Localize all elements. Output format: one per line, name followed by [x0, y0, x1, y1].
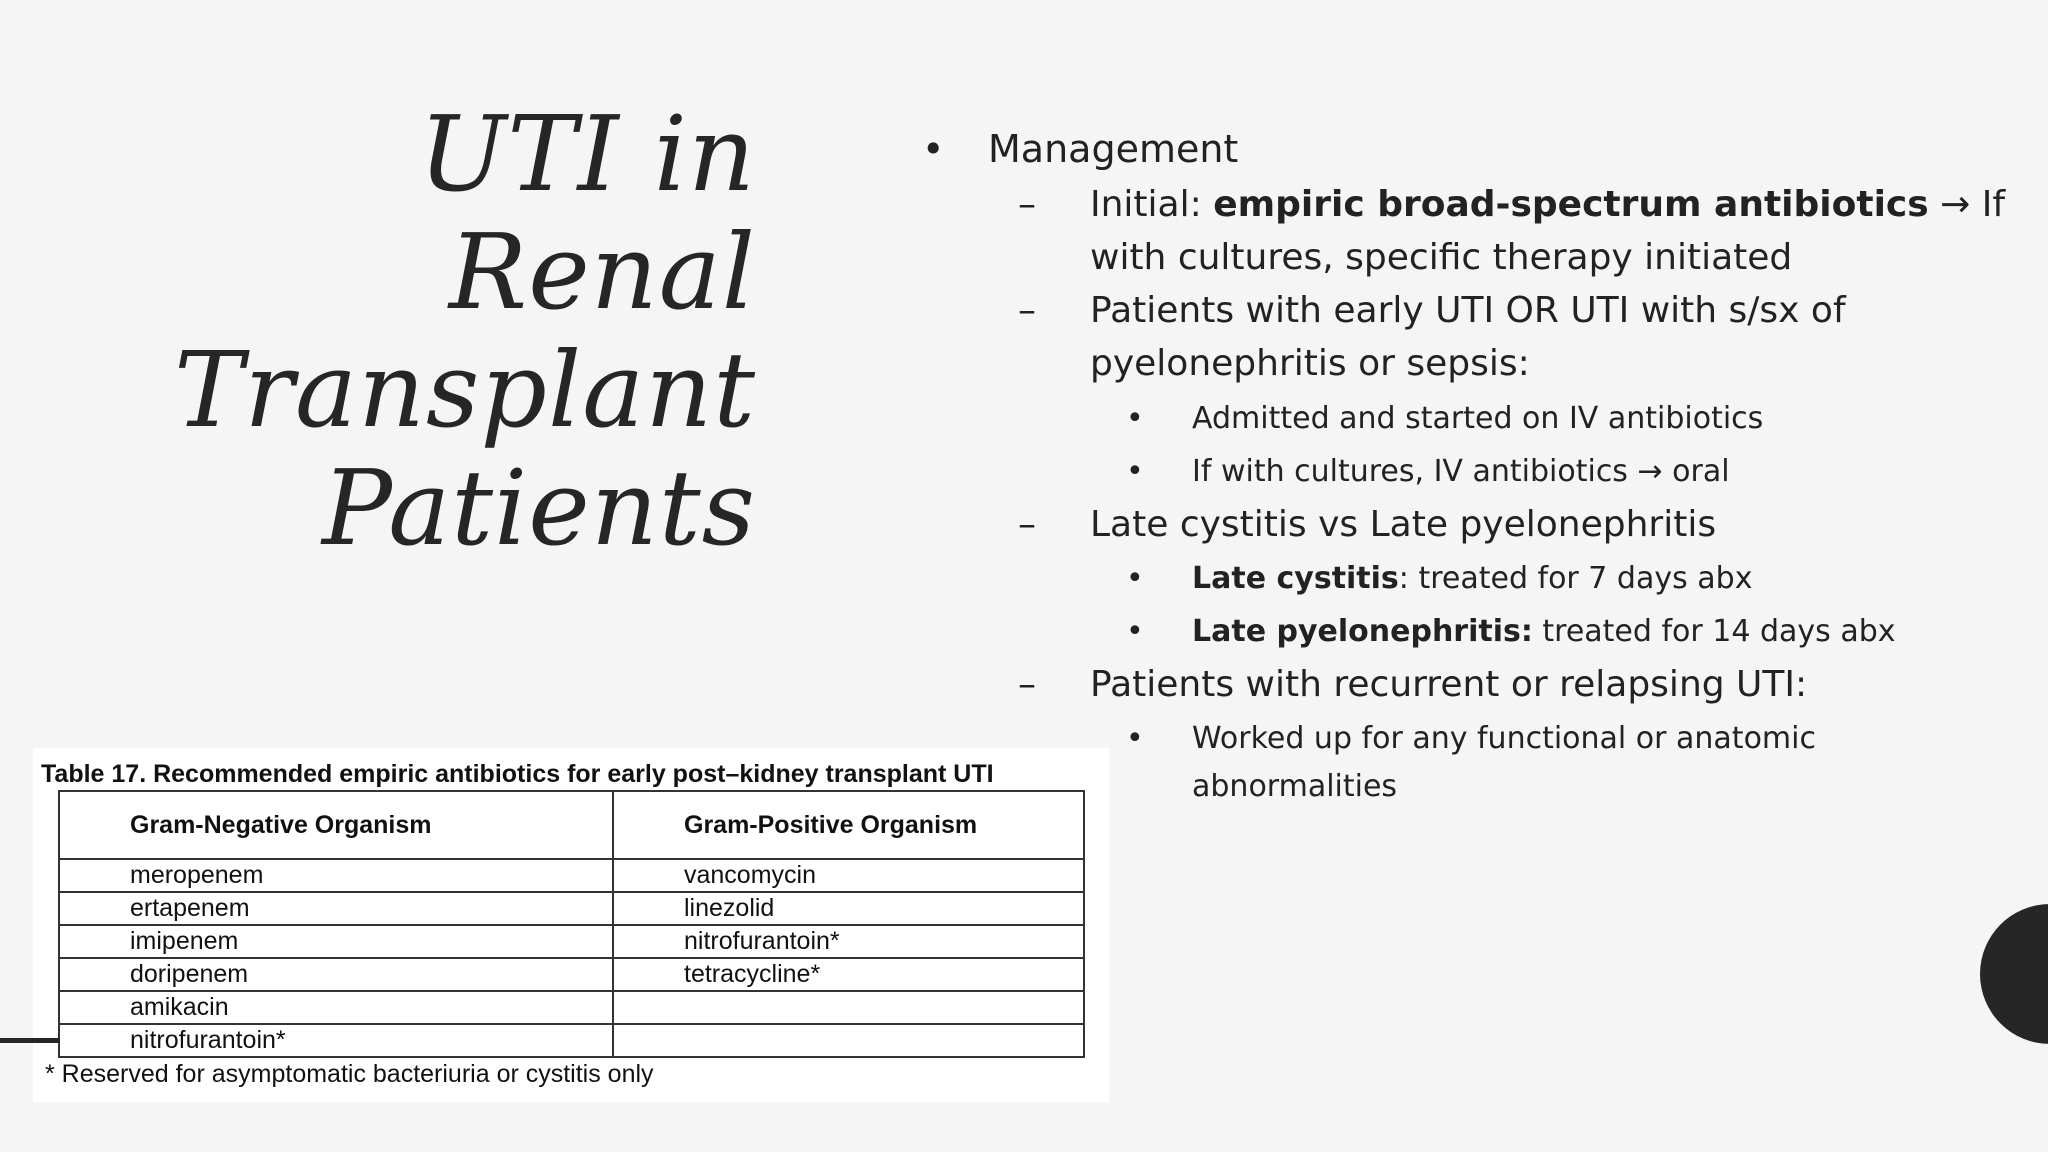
late-cystitis-bold: Late cystitis: [1192, 561, 1399, 596]
bullet-late-cystitis: [1192, 555, 1752, 603]
late-pyelo-rest: treated for 14 days abx: [1532, 614, 1896, 649]
bullet-marker: •: [1126, 454, 1144, 489]
bullet-worked-up-cont: abnormalities: [1192, 769, 1398, 804]
table-header-row: [59, 791, 1084, 859]
late-pyelo-bold: Late pyelonephritis:: [1192, 614, 1533, 649]
table-cell: imipenem: [59, 925, 613, 958]
initial-bold: empiric broad-spectrum antibiotics: [1213, 184, 1929, 225]
bullet-early-uti: Patients with early UTI OR UTI with s/sx of: [1090, 290, 1846, 331]
table-row: [59, 1024, 1084, 1057]
table-cell: tetracycline*: [613, 958, 1084, 991]
bullet-marker: •: [1126, 401, 1144, 436]
bullet-if-cultures: If with cultures, IV antibiotics → oral: [1192, 454, 1730, 489]
initial-suffix: → If: [1928, 184, 2006, 225]
initial-prefix: Initial:: [1090, 184, 1214, 225]
table-row: [59, 925, 1084, 958]
bullet-early-uti-cont: pyelonephritis or sepsis:: [1090, 343, 1530, 384]
table-cell: ertapenem: [59, 892, 613, 925]
table-cell: meropenem: [59, 859, 613, 892]
table-caption: Table 17. Recommended empiric antibiotics for early post–kidney transplant UTI: [41, 760, 994, 788]
late-cystitis-rest: : treated for 7 days abx: [1398, 561, 1753, 596]
bullet-admitted: Admitted and started on IV antibiotics: [1192, 401, 1764, 436]
bullet-marker: •: [1126, 721, 1144, 756]
title-line-3: Transplant: [173, 329, 756, 451]
table-row: [59, 991, 1084, 1024]
bullet-late-vs: Late cystitis vs Late pyelonephritis: [1090, 504, 1717, 545]
table-footnote: * Reserved for asymptomatic bacteriuria or cystitis only: [45, 1060, 654, 1088]
header-gram-negative: Gram-Negative Organism: [59, 791, 613, 859]
bullet-worked-up: Worked up for any functional or anatomic: [1192, 721, 1816, 756]
bullet-recurrent: Patients with recurrent or relapsing UTI:: [1090, 664, 1808, 705]
dash-marker: –: [1018, 664, 1036, 705]
bullet-marker: •: [922, 127, 945, 171]
table-row: [59, 892, 1084, 925]
antibiotics-table: [58, 790, 1085, 1058]
table-row: [59, 859, 1084, 892]
table-cell: doripenem: [59, 958, 613, 991]
accent-line: [0, 1038, 60, 1043]
bullet-late-pyelo: [1192, 608, 1896, 656]
table-row: [59, 958, 1084, 991]
table-cell: [613, 1024, 1084, 1057]
title-line-2: Renal: [448, 211, 756, 333]
bullet-initial: [1090, 178, 2005, 231]
dash-marker: –: [1018, 184, 1036, 225]
table-cell: amikacin: [59, 991, 613, 1024]
table-cell: linezolid: [613, 892, 1084, 925]
header-gram-positive: Gram-Positive Organism: [613, 791, 1084, 859]
table-cell: vancomycin: [613, 859, 1084, 892]
antibiotics-table-image: [33, 748, 1109, 1102]
bullet-management: Management: [988, 127, 1239, 171]
title-line-4: Patients: [321, 447, 756, 569]
bullet-initial-cont: with cultures, specific therapy initiated: [1090, 237, 1793, 278]
dash-marker: –: [1018, 290, 1036, 331]
title-line-1: UTI in: [418, 93, 756, 215]
table-cell: nitrofurantoin*: [613, 925, 1084, 958]
table-cell: nitrofurantoin*: [59, 1024, 613, 1057]
bullet-marker: •: [1126, 614, 1144, 649]
dash-marker: –: [1018, 504, 1036, 545]
bullet-marker: •: [1126, 561, 1144, 596]
table-cell: [613, 991, 1084, 1024]
